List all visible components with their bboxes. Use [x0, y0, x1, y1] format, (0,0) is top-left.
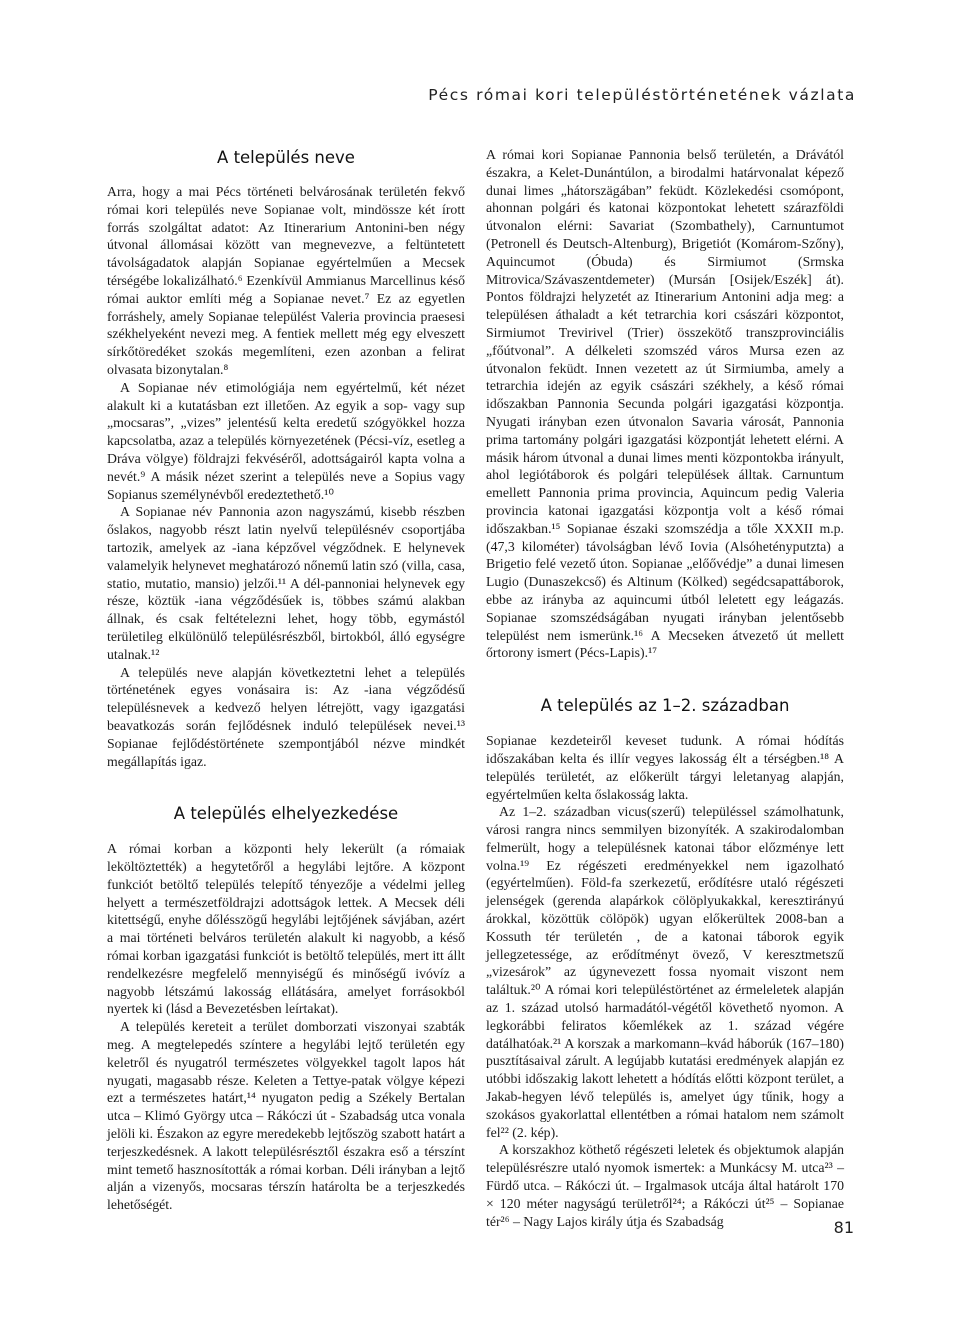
paragraph: Arra, hogy a mai Pécs történeti belvárosának területén fekvő római kori település neve Sopianae volt, mindössze két írott forrás szolgáltat adatot: Az Itinerarium Antonini-ben négy útvonal állomásai között van megnevezve, a feltüntetett távolságadatok alapján Sopianae egyértelműen a Mecsek térségébe lokalizálható.⁶ Ezenkívül Ammianus Marcellinus késő római auktor említi még a Sopianae nevet.⁷ Ez az egyetlen forráshely, amely Sopianae települést Valeria provincia praesesi székhelyeként nevezi meg. A fentiek mellett még egy elveszett sírkőtöredéket szokás megemlíteni, ezen azonban a felirat olvasata bizonytalan.⁸ — [107, 184, 465, 377]
running-head: Pécs római kori településtörténetének vázlata — [428, 86, 856, 104]
paragraph: Sopianae kezdeteiről keveset tudunk. A római hódítás időszakában kelta és illír vegyes lakosság élt a térségben.¹⁸ A település területét, az előkerült tárgyi leletanyag alapján, egyértelműen kelta őslakosság lakta. — [486, 733, 844, 802]
paragraph: A Sopianae név etimológiája nem egyértelmű, két nézet alakult ki a kutatásban ezt illetően. Az egyik a sop- vagy sup „mocsaras”, „vizes” jelentésű kelta eredetű szógyökkel hozza kapcsolatba, azaz a település környezetének (Pécsi-víz, esetleg a Dráva völgye) földrajzi fekvéséről, adottságairól kapta volna a nevét.⁹ A másik nézet szerint a település neve a Sopius vagy Sopianus személynévből eredeztethető.¹⁰ — [107, 379, 465, 502]
paragraph: Az 1–2. században vicus(szerű) településsel számolhatunk, városi rangra nincs semmilyen bizonyíték. A szakirodalomban felmerült, hogy a településnek katonai tábor előzménye lett volna.¹⁹ Ez régészeti eredményekkel nem igazolható (egyértelműen). Föld-fa szerkezetű, erődítésre utaló régészeti jelenségek (gerenda alapárkok cölöplyukakkal, keresztirányú árokkal, közöttük cölöpök) ugyan előkerültek 2008-ban a Kossuth tér területén , de a katonai táborok egyik jellegzetessége, az erődítményt övező, V keresztmetszű „vizesárok” az úgynevezett fossa nyomait viszont nem találtuk.²⁰ A római kori településtörténet az érmeleletek alapján az 1. század utolsó harmadától-végétől követhető nyomon. A legkorábbi feliratos kőemlékek az 1. század végére datálhatóak.²¹ A korszak a markomann–kvád háborúk (167–180) pusztításaival zárult. A legújabb kutatási eredmények alapján ez utóbbi időszakig lakott lehetett a hódítás előtti központ terület, a Jakab-hegyen lévő település is, amelyet úgy tűnik, hogy a szokásos gyakorlattal ellentétben a római hatalom nem számolt fel²² (2. kép). — [486, 804, 844, 1140]
paragraph: A Sopianae név Pannonia azon nagyszámú, kisebb részben őslakos, nagyobb részt latin nyelvű településnév csoportjába tartozik, amelyek az -iana képzővel végződnek. E helynevek valamelyik helynevet meghatározó nőnemű latin szó (villa, casa, statio, mutatio, mansio) jelzői.¹¹ A dél-pannoniai helynevek egy része, köztük -iana végződésűek is, többes számú alakban állnak, és csak feltételezni lehet, hogy több, egymástól területileg elkülönülő településrészből, birtokból, álló egységre utalnak.¹² — [107, 504, 465, 662]
paragraph: A település neve alapján következtetni lehet a település történetének egyes vonásaira is: Az -iana végződésű településnevek a kedvező helyen létrejött, vagy igazgatási beavatkozás során fejlődésnek induló települések nevei.¹³ Sopianae fejlődéstörténete szempontjából nézve mindkét megállapítás igaz. — [107, 664, 465, 769]
page-number: 81 — [833, 1218, 854, 1237]
paragraph: A település kereteit a terület domborzati viszonyai szabták meg. A megtelepedés színtere a hegylábi lejtő területén egy keletről és nyugatról természetes völgyekkel tagolt lapos hát nyugati, magasabb része. Keleten a Tettye-patak völgye képezi ezt a természetes határt,¹⁴ nyugaton pedig a Székely Bertalan utca – Klimó György utca – Rákóczi út - Szabadság utca vonala jelöli ki. Északon az egyre meredekebb lejtőszög szabott határt a terjeszkedésnek. A lakott településrésztől északra eső a térszínt mint temető hasznosították a római korban. Déli irányban a lejtő alján a vizenyős, mocsaras térszín határolta be a terjeszkedés lehetőségét. — [107, 1019, 465, 1213]
right-column — [486, 146, 844, 1230]
section-body-location — [107, 840, 465, 1214]
paragraph: A római kori Sopianae Pannonia belső területén, a Drávától északra, a Kelet-Dunántúlon, a birodalmi határvonalat képező dunai limes „hátorszägában” feküdt. Közlekedési csomópont, ahonnan polgári és katonai központokat lehetett szárazföldi útvonalon elérni: Savariat (Szombathely), Carnuntumot (Petronell és Deutsch-Altenburg), Brigetiót (Komárom-Szőny), Aquincumot (Óbuda) és Sirmiumot (Srmska Mitrovica/Szávaszentdemeter) (Mursán [Osijek/Eszék] át). Pontos földrajzi helyzetét az Itinerarium Antonini adja meg: a településen áthaladt a két tetrarchia kori császári központot, Sirmiumot Trevirivel (Trier) összekötő transzprovinciális „főútvonal”. A délkeleti szomszéd város Mursa ezen az útvonalon feküdt. Innen vezetett az út Sirmiumba, amely a tetrarchia idején az egyik császári székhely, a késő római időszakban Pannonia Secunda polgári igazgatási központja. Nyugati irányban ezen útvonalon Savaria városát, Pannonia prima tartomány polgári igazgatási központját lehetett elérni. A másik három útvonal a dunai limes menti központokba irányult, ahol legiótáborok és polgári települések álltak. Carnuntum emellett Pannonia prima provincia, Aquincum pedig Valeria provincia katonai igazgatási központja volt a késő római időszakban.¹⁵ Sopianae északi szomszédja a tőle XXXII m.p. (47,3 kilométer) távolságban lévő Iovia (Alsóhetényputzta) a Brigetio felé vezető úton. Sopianae „előővédje” a dunai limesen Lugio (Dunaszekcső) és Altinum (Kölked) segédcsapattáborok, ebbe az irányba az aquincumi útból leletett egy leágazás. Sopianae szomszédságában nyugati irányban jelentősebb települést nem ismerünk.¹⁶ A Mecseken átvezető út mellett őrtorony ismert (Pécs-Lapis).¹⁷ — [486, 147, 844, 661]
section-body-name — [107, 183, 465, 770]
section-body-1-2-century — [486, 732, 844, 1230]
section-heading-name: A település neve — [217, 148, 355, 167]
left-column — [107, 146, 465, 1214]
paragraph: A római korban a központi hely lekerült (a rómaiak leköltöztették) a hegytetőről a hegylábi lejtőre. A központ funkciót betöltő település telepítő tényezője a védelmi jelleg helyett a természetföldrajzi adottságok lettek. A Mecsek déli kitettségű, enyhe dőlésszögű hegylábi lejtőjének sávjában, azért a mai történeti belváros területén alakult ki nagyobb, a késő római korban igazgatási funkciót is betöltő település, mert itt állt rendelkezésre megfelelő mennyiségű és minőségű ivóvíz a nagyobb létszámú lakosság ellátására, amelyet forrásokból nyertek ki (lásd a Bevezetésben leírtakat). — [107, 841, 465, 1017]
section-heading-location: A település elhelyezkedése — [173, 804, 399, 824]
location-continuation — [486, 146, 844, 662]
paragraph: A korszakhoz köthető régészeti leletek és objektumok alapján településrészre utaló nyomok ismertek: a Munkácsy M. utca²³ – Fürdő utca. – Rákóczi út. – Irgalmasok utcája által határolt 170 × 120 méter nagyságú területről²⁴; a Rákóczi út²⁵ – Sopianae tér²⁶ – Nagy Lajos király útja és Szabadság — [486, 1142, 844, 1229]
section-heading-1-2-century: A település az 1–2. században — [540, 696, 790, 716]
